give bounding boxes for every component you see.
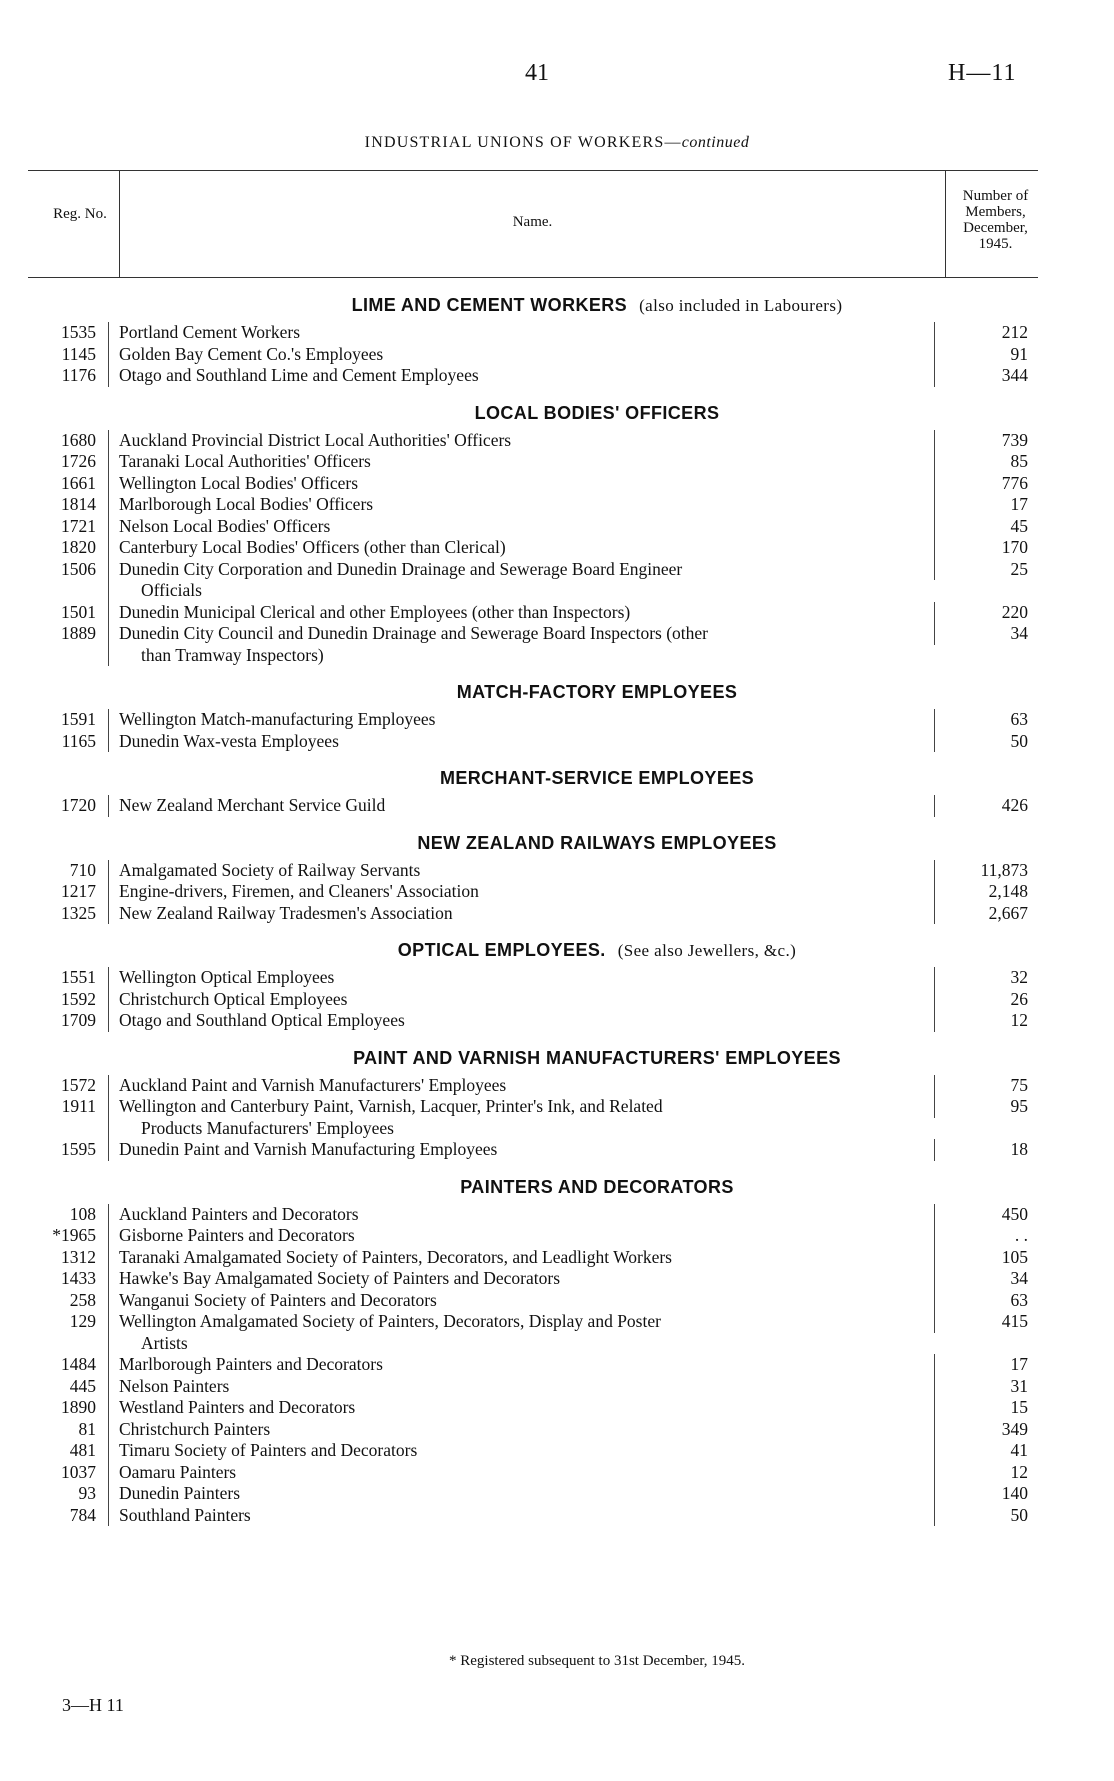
union-name: Nelson Local Bodies' Officers <box>119 515 331 536</box>
union-name-cell <box>108 1096 934 1139</box>
section-title: PAINTERS AND DECORATORS <box>460 1176 734 1197</box>
union-name-cell <box>108 1483 934 1505</box>
union-name: Christchurch Optical Employees <box>119 988 348 1009</box>
member-count: 45 <box>934 516 1028 538</box>
reg-number: 93 <box>78 1483 96 1503</box>
union-name-cell <box>108 1354 934 1376</box>
member-count: 63 <box>934 709 1028 731</box>
reg-number: 1037 <box>61 1461 96 1482</box>
member-count: 50 <box>934 1505 1028 1527</box>
sheet-reference: 3—H 11 <box>62 1695 124 1715</box>
reg-number: 1165 <box>61 730 96 751</box>
table-row <box>0 1354 1114 1376</box>
table-row <box>0 1505 1114 1527</box>
reg-number: 1572 <box>61 1074 96 1095</box>
table-row <box>0 1376 1114 1398</box>
union-name: Oamaru Painters <box>119 1461 237 1482</box>
member-count: 739 <box>934 430 1028 452</box>
union-name-cell <box>108 1139 934 1161</box>
union-name: Dunedin Paint and Varnish Manufacturing Employees <box>119 1139 498 1159</box>
union-name: Dunedin City Council and Dunedin Drainage and Sewerage Board Inspectors (other <box>119 623 709 643</box>
union-name-cell <box>108 494 934 516</box>
reg-number: 1911 <box>61 1096 96 1116</box>
reg-number: 1721 <box>61 515 96 536</box>
member-count: 344 <box>934 365 1028 387</box>
reg-number: 258 <box>69 1289 96 1310</box>
column-header-reg-no: Reg. No. <box>53 206 107 222</box>
union-name-cell <box>108 344 934 366</box>
union-name-cell <box>108 623 934 666</box>
table-row <box>0 451 1114 473</box>
union-name-cell <box>108 365 934 387</box>
union-name-cell <box>108 795 934 817</box>
table-row <box>0 365 1114 387</box>
section-heading <box>0 940 1114 961</box>
member-count: 11,873 <box>934 860 1028 882</box>
section-note: (also included in Labourers) <box>639 296 843 315</box>
union-name-cell <box>108 430 934 452</box>
table-row <box>0 989 1114 1011</box>
reg-number: 1592 <box>61 988 96 1009</box>
union-name-cell <box>108 537 934 559</box>
reg-number: 481 <box>69 1440 96 1460</box>
section-heading <box>0 403 1114 424</box>
table-row <box>0 516 1114 538</box>
union-name-continuation: Officials <box>141 580 202 600</box>
table-row <box>0 967 1114 989</box>
union-name: Wellington and Canterbury Paint, Varnish, Lacquer, Printer's Ink, and Related <box>119 1096 663 1116</box>
union-name: Taranaki Local Authorities' Officers <box>119 451 371 471</box>
union-name-cell <box>108 1376 934 1398</box>
union-name: Nelson Painters <box>119 1375 230 1396</box>
reg-number: 1506 <box>61 558 96 579</box>
union-name: Dunedin City Corporation and Dunedin Drainage and Sewerage Board Engineer <box>119 558 683 579</box>
table-row <box>0 1397 1114 1419</box>
union-name-cell <box>108 1397 934 1419</box>
union-name-cell <box>108 903 934 925</box>
table-row <box>0 1440 1114 1462</box>
section-title: MERCHANT-SERVICE EMPLOYEES <box>439 768 755 788</box>
member-count: 220 <box>934 602 1028 624</box>
table-row <box>0 322 1114 344</box>
union-name: Gisborne Painters and Decorators <box>119 1225 355 1245</box>
member-count: 170 <box>934 537 1028 559</box>
table-row <box>0 494 1114 516</box>
register-body <box>0 287 1114 1526</box>
reg-number: 1720 <box>61 795 96 815</box>
union-name-cell <box>108 473 934 495</box>
member-count: 95 <box>934 1096 1028 1118</box>
section-title: MATCH-FACTORY EMPLOYEES <box>456 682 738 702</box>
union-name: Wellington Match-manufacturing Employees <box>119 709 436 729</box>
member-count: 91 <box>934 344 1028 366</box>
member-count: 426 <box>934 795 1028 817</box>
reg-number: 1595 <box>61 1139 96 1159</box>
table-row <box>0 1096 1114 1139</box>
table-row <box>0 860 1114 882</box>
table-row <box>0 731 1114 753</box>
union-name: Wellington Local Bodies' Officers <box>119 472 359 493</box>
reg-number: 1535 <box>61 322 96 342</box>
member-count: 50 <box>934 731 1028 753</box>
union-name-cell <box>108 1225 934 1247</box>
union-name: Otago and Southland Optical Employees <box>119 1010 405 1030</box>
member-count: 212 <box>934 322 1028 344</box>
union-name-cell <box>108 559 934 602</box>
member-count: 75 <box>934 1075 1028 1097</box>
reg-number: 1433 <box>61 1268 96 1288</box>
union-name-cell <box>108 322 934 344</box>
member-count: 105 <box>934 1247 1028 1269</box>
reg-number: 129 <box>69 1311 96 1331</box>
table-row <box>0 1483 1114 1505</box>
union-name-cell <box>108 1010 934 1032</box>
union-name-cell <box>108 1075 934 1097</box>
union-name: Portland Cement Workers <box>119 322 301 342</box>
running-title-text: INDUSTRIAL UNIONS OF WORKERS— <box>364 134 682 151</box>
table-row <box>0 537 1114 559</box>
union-name: Marlborough Local Bodies' Officers <box>119 494 374 514</box>
reg-number: 1501 <box>61 601 96 622</box>
union-name-cell <box>108 709 934 731</box>
member-count: 2,667 <box>934 903 1028 925</box>
union-name: Canterbury Local Bodies' Officers (other than Clerical) <box>119 537 506 557</box>
union-name: Dunedin Municipal Clerical and other Employees (other than Inspectors) <box>119 601 631 622</box>
reg-number: *1965 <box>52 1225 96 1245</box>
section-title: OPTICAL EMPLOYEES. <box>397 940 606 960</box>
table-row <box>0 430 1114 452</box>
member-count: 17 <box>934 494 1028 516</box>
member-count: 17 <box>934 1354 1028 1376</box>
reg-number: 81 <box>78 1418 96 1439</box>
reg-number: 1726 <box>61 451 96 471</box>
table-row <box>0 1462 1114 1484</box>
union-name-cell <box>108 1419 934 1441</box>
union-name: Auckland Provincial District Local Authorities' Officers <box>119 429 512 450</box>
reg-number: 1551 <box>61 967 96 987</box>
union-name: Engine-drivers, Firemen, and Cleaners' Association <box>119 881 479 901</box>
union-name-cell <box>108 989 934 1011</box>
table-row <box>0 881 1114 903</box>
member-count: 41 <box>934 1440 1028 1462</box>
member-count: 34 <box>934 623 1028 645</box>
union-name-continuation: Products Manufacturers' Employees <box>141 1117 394 1138</box>
section-title: LIME AND CEMENT WORKERS <box>351 295 628 315</box>
reg-number: 108 <box>69 1203 96 1224</box>
reg-number: 1484 <box>61 1354 96 1374</box>
union-name-cell <box>108 881 934 903</box>
member-count: 12 <box>934 1010 1028 1032</box>
reg-number: 1680 <box>61 429 96 450</box>
union-name-cell <box>108 1247 934 1269</box>
union-name: New Zealand Merchant Service Guild <box>119 795 386 815</box>
member-count: 349 <box>934 1419 1028 1441</box>
column-header-members: Number of Members, December, 1945. <box>962 188 1029 252</box>
running-title-continued: continued <box>681 134 750 151</box>
reg-number: 1591 <box>61 709 96 729</box>
union-name: Timaru Society of Painters and Decorators <box>119 1440 418 1460</box>
section-title: LOCAL BODIES' OFFICERS <box>474 402 720 423</box>
union-name: Otago and Southland Lime and Cement Employees <box>119 365 479 385</box>
union-name: Christchurch Painters <box>119 1418 271 1439</box>
section-title: PAINT AND VARNISH MANUFACTURERS' EMPLOYEES <box>353 1047 841 1068</box>
union-name: Hawke's Bay Amalgamated Society of Painters and Decorators <box>119 1268 561 1288</box>
union-name: Amalgamated Society of Railway Servants <box>119 859 421 880</box>
union-name-continuation: than Tramway Inspectors) <box>141 644 324 665</box>
reg-number: 445 <box>69 1375 96 1396</box>
union-name-cell <box>108 967 934 989</box>
union-name: Marlborough Painters and Decorators <box>119 1354 383 1374</box>
union-name: Dunedin Painters <box>119 1483 241 1503</box>
table-row <box>0 1419 1114 1441</box>
section-title: NEW ZEALAND RAILWAYS EMPLOYEES <box>417 832 777 853</box>
table-row <box>0 1290 1114 1312</box>
union-name: Southland Painters <box>119 1504 251 1525</box>
reg-number: 1814 <box>61 494 96 514</box>
column-header-name: Name. <box>512 214 553 230</box>
union-name: Auckland Paint and Varnish Manufacturers' Employees <box>119 1074 507 1095</box>
table-row <box>0 1139 1114 1161</box>
table-row <box>0 602 1114 624</box>
section-heading <box>0 768 1114 789</box>
member-count: 25 <box>934 559 1028 581</box>
section-heading <box>0 295 1114 316</box>
member-count: 26 <box>934 989 1028 1011</box>
member-count: 450 <box>934 1204 1028 1226</box>
header-divider-right <box>945 170 946 277</box>
union-name: Wellington Optical Employees <box>119 967 335 987</box>
table-row <box>0 473 1114 495</box>
union-name-cell <box>108 602 934 624</box>
member-count: 776 <box>934 473 1028 495</box>
section-heading <box>0 682 1114 703</box>
table-row <box>0 559 1114 602</box>
member-count: 18 <box>934 1139 1028 1161</box>
union-name-cell <box>108 1268 934 1290</box>
footnote: * Registered subsequent to 31st December, 1945. <box>448 1653 745 1669</box>
reg-number: 1312 <box>61 1246 96 1267</box>
union-name-cell <box>108 860 934 882</box>
union-name-cell <box>108 1311 934 1354</box>
member-count: 85 <box>934 451 1028 473</box>
member-count: 32 <box>934 967 1028 989</box>
running-title <box>0 134 1114 152</box>
union-name: New Zealand Railway Tradesmen's Association <box>119 902 453 923</box>
member-count: 415 <box>934 1311 1028 1333</box>
table-row <box>0 1010 1114 1032</box>
page-number: 41 <box>525 60 549 86</box>
union-name: Golden Bay Cement Co.'s Employees <box>119 343 384 364</box>
reg-number: 1176 <box>61 365 96 385</box>
section-heading <box>0 833 1114 854</box>
section-heading <box>0 1177 1114 1198</box>
member-count: 31 <box>934 1376 1028 1398</box>
reg-number: 1890 <box>61 1397 96 1417</box>
reg-number: 1709 <box>61 1010 96 1030</box>
member-count: 140 <box>934 1483 1028 1505</box>
union-name-cell <box>108 1505 934 1527</box>
union-name: Dunedin Wax-vesta Employees <box>119 730 339 751</box>
table-row <box>0 1204 1114 1226</box>
table-row <box>0 1311 1114 1354</box>
reg-number: 1889 <box>61 623 96 643</box>
table-row <box>0 1075 1114 1097</box>
document-reference: H—11 <box>948 60 1017 86</box>
section-heading <box>0 1048 1114 1069</box>
union-name-cell <box>108 1462 934 1484</box>
union-name: Wellington Amalgamated Society of Painters, Decorators, Display and Poster <box>119 1311 661 1331</box>
reg-number: 784 <box>69 1504 96 1525</box>
table-row <box>0 709 1114 731</box>
union-name: Auckland Painters and Decorators <box>119 1203 359 1224</box>
member-count: 34 <box>934 1268 1028 1290</box>
union-name-cell <box>108 516 934 538</box>
member-count: 63 <box>934 1290 1028 1312</box>
union-name: Westland Painters and Decorators <box>119 1397 356 1417</box>
union-name-cell <box>108 451 934 473</box>
member-count: . . <box>934 1225 1028 1247</box>
table-row <box>0 1268 1114 1290</box>
table-row <box>0 903 1114 925</box>
table-row <box>0 1247 1114 1269</box>
union-name: Taranaki Amalgamated Society of Painters, Decorators, and Leadlight Workers <box>119 1246 672 1267</box>
table-row <box>0 795 1114 817</box>
table-row <box>0 623 1114 666</box>
reg-number: 710 <box>69 859 96 880</box>
union-name-continuation: Artists <box>141 1332 188 1353</box>
union-name-cell <box>108 1440 934 1462</box>
reg-number: 1820 <box>61 537 96 557</box>
header-bottom-rule <box>28 277 1038 278</box>
table-row <box>0 344 1114 366</box>
union-name-cell <box>108 1204 934 1226</box>
reg-number: 1217 <box>61 881 96 901</box>
header-top-rule <box>28 170 1038 171</box>
section-note: (See also Jewellers, &c.) <box>617 941 797 960</box>
reg-number: 1145 <box>61 343 96 364</box>
union-name: Wanganui Society of Painters and Decorators <box>119 1289 437 1310</box>
table-row <box>0 1225 1114 1247</box>
reg-number: 1325 <box>61 902 96 923</box>
member-count: 15 <box>934 1397 1028 1419</box>
union-name-cell <box>108 1290 934 1312</box>
member-count: 2,148 <box>934 881 1028 903</box>
member-count: 12 <box>934 1462 1028 1484</box>
union-name-cell <box>108 731 934 753</box>
reg-number: 1661 <box>61 472 96 493</box>
